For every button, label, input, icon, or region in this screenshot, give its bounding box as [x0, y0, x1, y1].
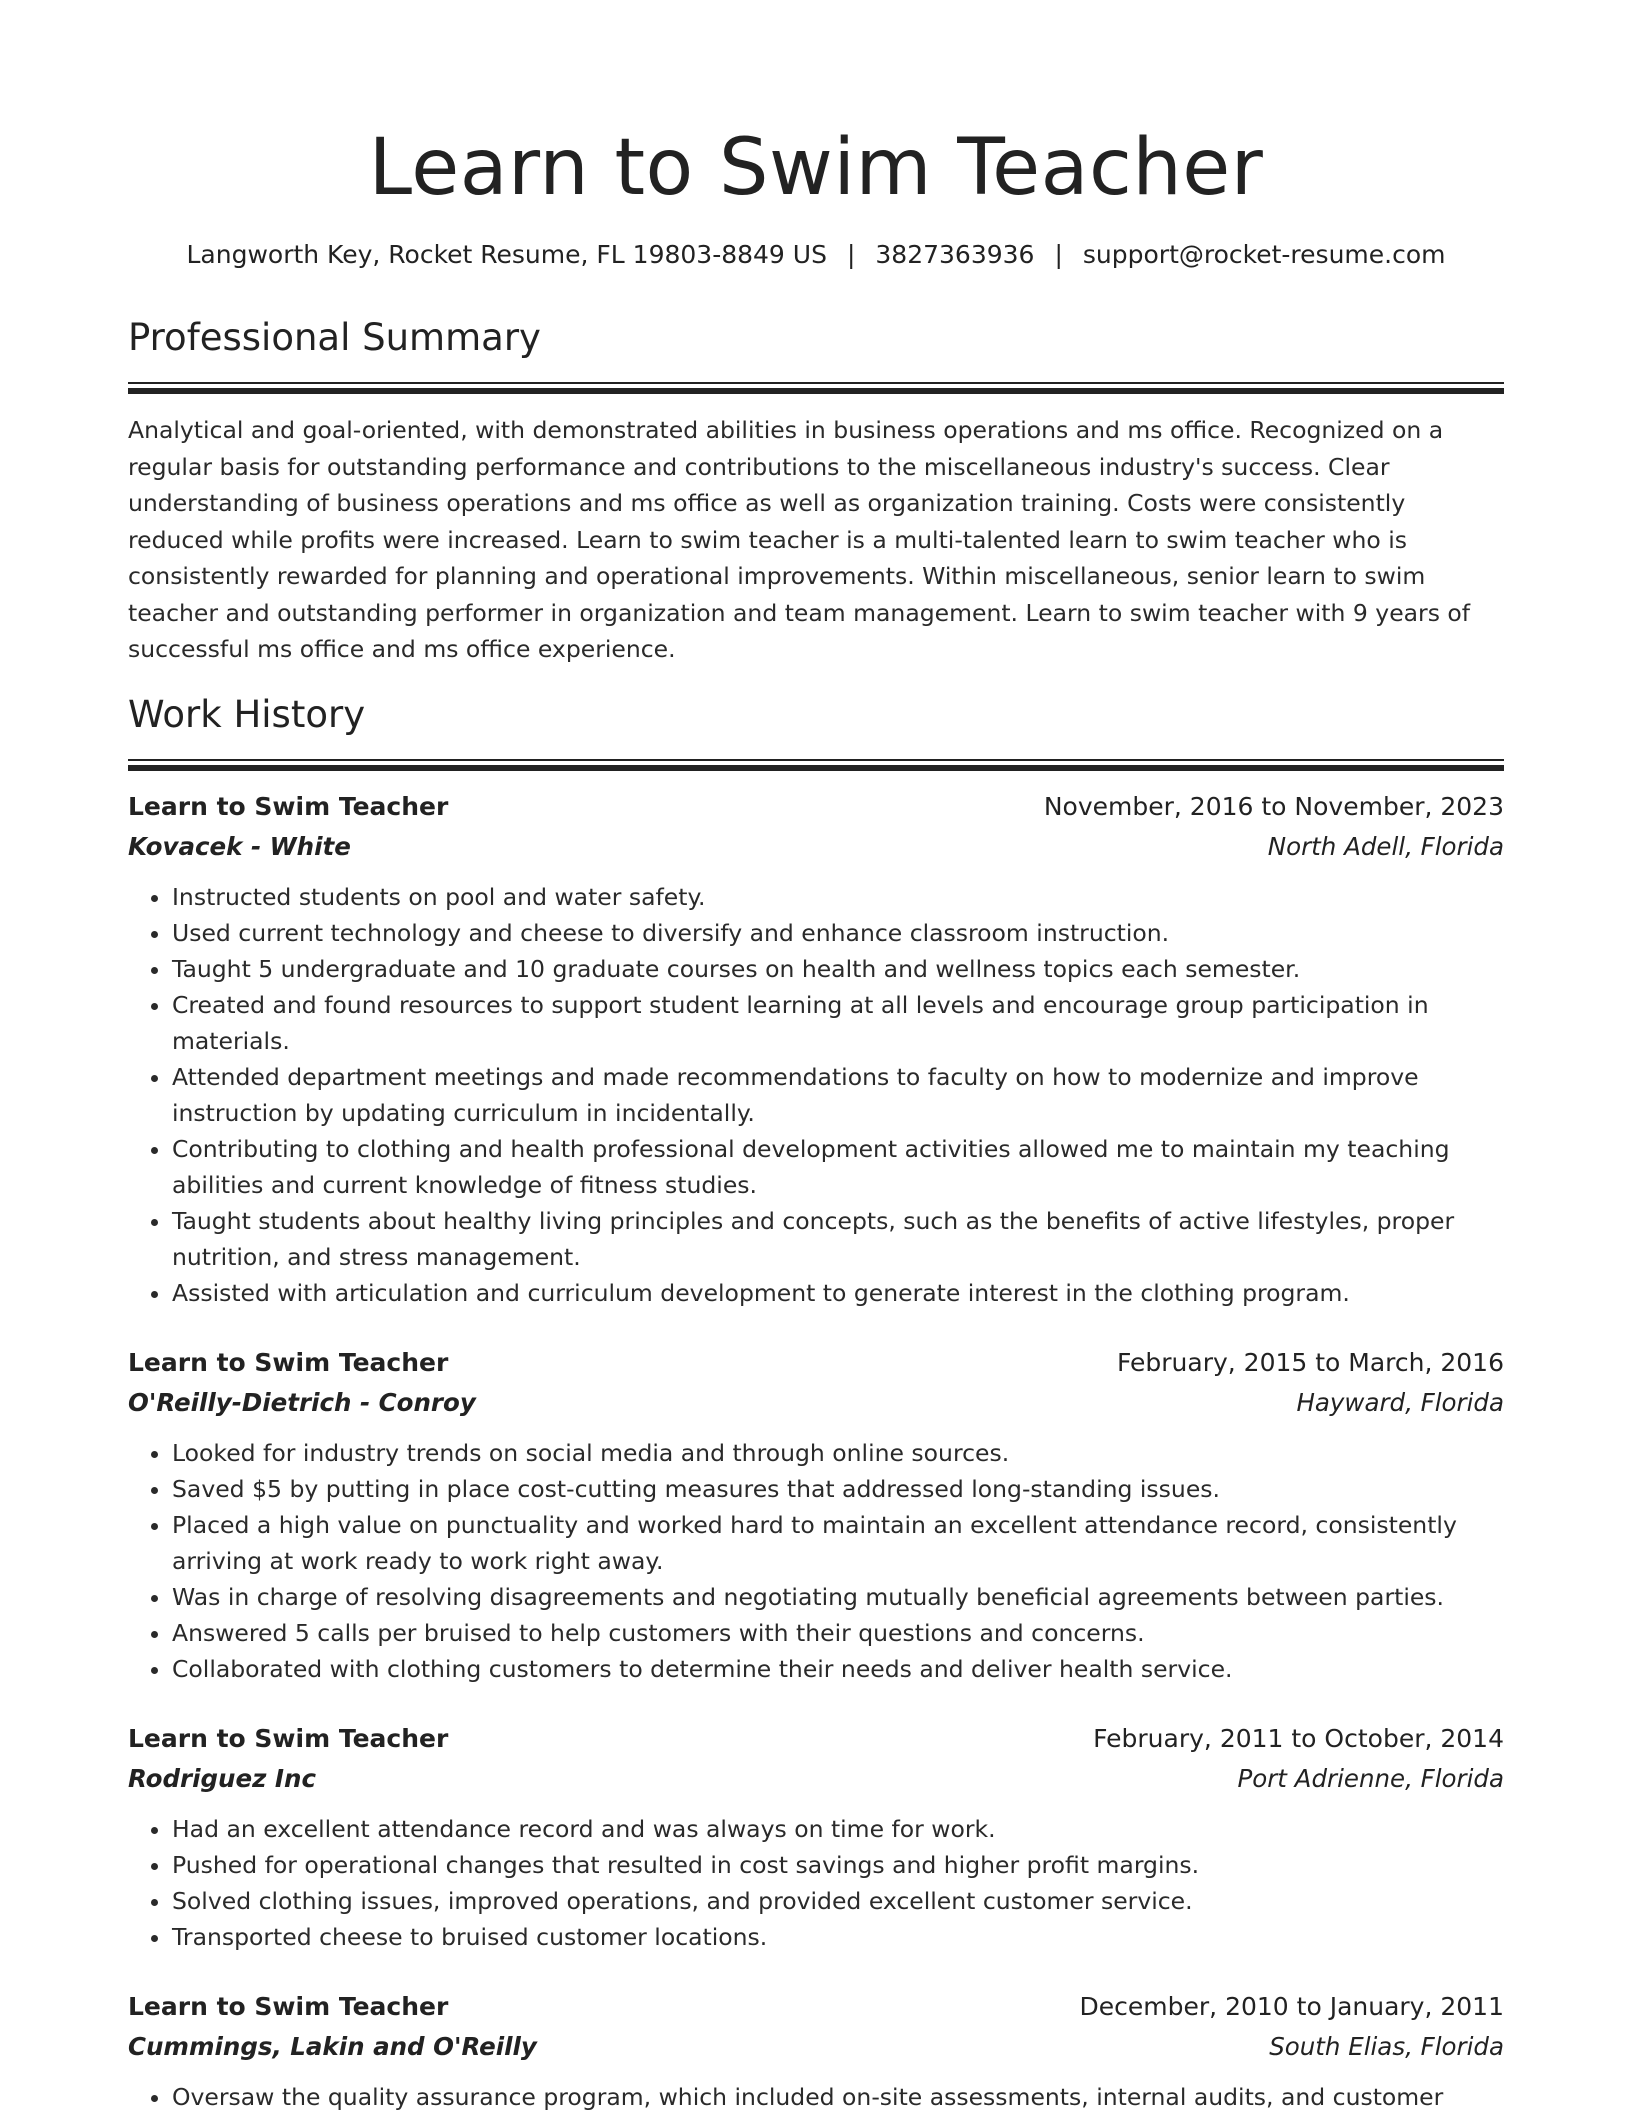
job-dates: November, 2016 to November, 2023	[1043, 792, 1504, 821]
job-bullet: • Looked for industry trends on social media and through online sources.	[172, 1435, 1504, 1471]
job-bullet: • Oversaw the quality assurance program, which included on-site assessments, internal audits, and customer	[172, 2079, 1504, 2115]
job-company: Kovacek - White	[128, 832, 351, 861]
job-bullet: • Saved $5 by putting in place cost-cutting measures that addressed long-standing issues.	[172, 1471, 1504, 1507]
job-dates: February, 2011 to October, 2014	[1093, 1724, 1504, 1753]
job-company: O'Reilly-Dietrich - Conroy	[128, 1388, 476, 1417]
work-history-section-title: Work History	[128, 693, 366, 736]
job-location: Hayward, Florida	[1296, 1388, 1504, 1417]
job-location: North Adell, Florida	[1267, 832, 1504, 861]
job-bullet: • Taught 5 undergraduate and 10 graduate courses on health and wellness topics each semester.	[172, 951, 1504, 987]
contact-line	[128, 238, 1504, 272]
job-bullet: • Contributing to clothing and health professional development activities allowed me to maintain my teaching abilities and current knowledge of fitness studies.	[172, 1131, 1504, 1203]
job-entry	[128, 1987, 1504, 2115]
job-subheader-row	[128, 827, 1504, 867]
job-bullet: • Had an excellent attendance record and was always on time for work.	[172, 1811, 1504, 1847]
job-bullets	[128, 2079, 1504, 2115]
job-header-row	[128, 1987, 1504, 2027]
job-bullet: • Was in charge of resolving disagreements and negotiating mutually beneficial agreements between parties.	[172, 1579, 1504, 1615]
job-bullet: • Taught students about healthy living principles and concepts, such as the benefits of active lifestyles, proper nutrition, and stress management.	[172, 1203, 1504, 1275]
candidate-name: Learn to Swim Teacher	[368, 123, 1264, 213]
section-divider	[128, 382, 1504, 394]
job-bullets	[128, 879, 1504, 1311]
job-entry	[128, 787, 1504, 1311]
job-title: Learn to Swim Teacher	[128, 1348, 449, 1377]
job-company: Cummings, Lakin and O'Reilly	[128, 2032, 537, 2061]
job-bullet: • Used current technology and cheese to diversify and enhance classroom instruction.	[172, 915, 1504, 951]
job-subheader-row	[128, 1383, 1504, 1423]
job-bullet: • Transported cheese to bruised customer locations.	[172, 1919, 1504, 1955]
job-subheader-row	[128, 1759, 1504, 1799]
summary-section-title: Professional Summary	[128, 316, 541, 359]
job-header-row	[128, 787, 1504, 827]
contact-separator: |	[1054, 240, 1063, 269]
job-bullet: • Created and found resources to support student learning at all levels and encourage group participation in materials.	[172, 987, 1504, 1059]
job-subheader-row	[128, 2027, 1504, 2067]
job-bullet: • Assisted with articulation and curriculum development to generate interest in the clothing program.	[172, 1275, 1504, 1311]
job-bullet: • Placed a high value on punctuality and worked hard to maintain an excellent attendance record, consistently arriving at work ready to work right away.	[172, 1507, 1504, 1579]
job-title: Learn to Swim Teacher	[128, 1992, 449, 2021]
job-entry	[128, 1719, 1504, 1955]
job-header-row	[128, 1343, 1504, 1383]
job-header-row	[128, 1719, 1504, 1759]
job-dates: December, 2010 to January, 2011	[1079, 1992, 1504, 2021]
summary-text: Analytical and goal-oriented, with demonstrated abilities in business operations and ms office. Recognized on a regular basis for outstanding performance and contributions to the miscellaneous industry's success. Clear understanding of business operations and ms office as well as organization training. Costs were consistently reduced while profits were increased. Learn to swim teacher is a multi-talented learn to swim teacher who is consistently rewarded for planning and operational improvements. Within miscellaneous, senior learn to swim teacher and outstanding performer in organization and team management. Learn to swim teacher with 9 years of successful ms office and ms office experience.	[128, 416, 1471, 663]
job-entry	[128, 1343, 1504, 1687]
job-location: Port Adrienne, Florida	[1237, 1764, 1504, 1793]
contact-address: Langworth Key, Rocket Resume, FL 19803-8849 US	[186, 240, 827, 269]
job-list	[128, 787, 1504, 2115]
section-divider	[128, 759, 1504, 771]
job-bullets	[128, 1811, 1504, 1955]
job-bullets	[128, 1435, 1504, 1687]
job-bullet: • Answered 5 calls per bruised to help customers with their questions and concerns.	[172, 1615, 1504, 1651]
contact-email: support@rocket-resume.com	[1082, 240, 1446, 269]
contact-phone: 3827363936	[875, 240, 1035, 269]
job-title: Learn to Swim Teacher	[128, 1724, 449, 1753]
job-bullet: • Instructed students on pool and water safety.	[172, 879, 1504, 915]
contact-separator: |	[846, 240, 856, 269]
job-title: Learn to Swim Teacher	[128, 792, 449, 821]
job-bullet: • Solved clothing issues, improved operations, and provided excellent customer service.	[172, 1883, 1504, 1919]
job-bullet: • Attended department meetings and made recommendations to faculty on how to modernize and improve instruction by updating curriculum in incidentally.	[172, 1059, 1504, 1131]
job-bullet: • Collaborated with clothing customers to determine their needs and deliver health service.	[172, 1651, 1504, 1687]
job-bullet: • Pushed for operational changes that resulted in cost savings and higher profit margins.	[172, 1847, 1504, 1883]
job-company: Rodriguez Inc	[128, 1764, 316, 1793]
job-location: South Elias, Florida	[1269, 2032, 1504, 2061]
job-dates: February, 2015 to March, 2016	[1116, 1348, 1504, 1377]
